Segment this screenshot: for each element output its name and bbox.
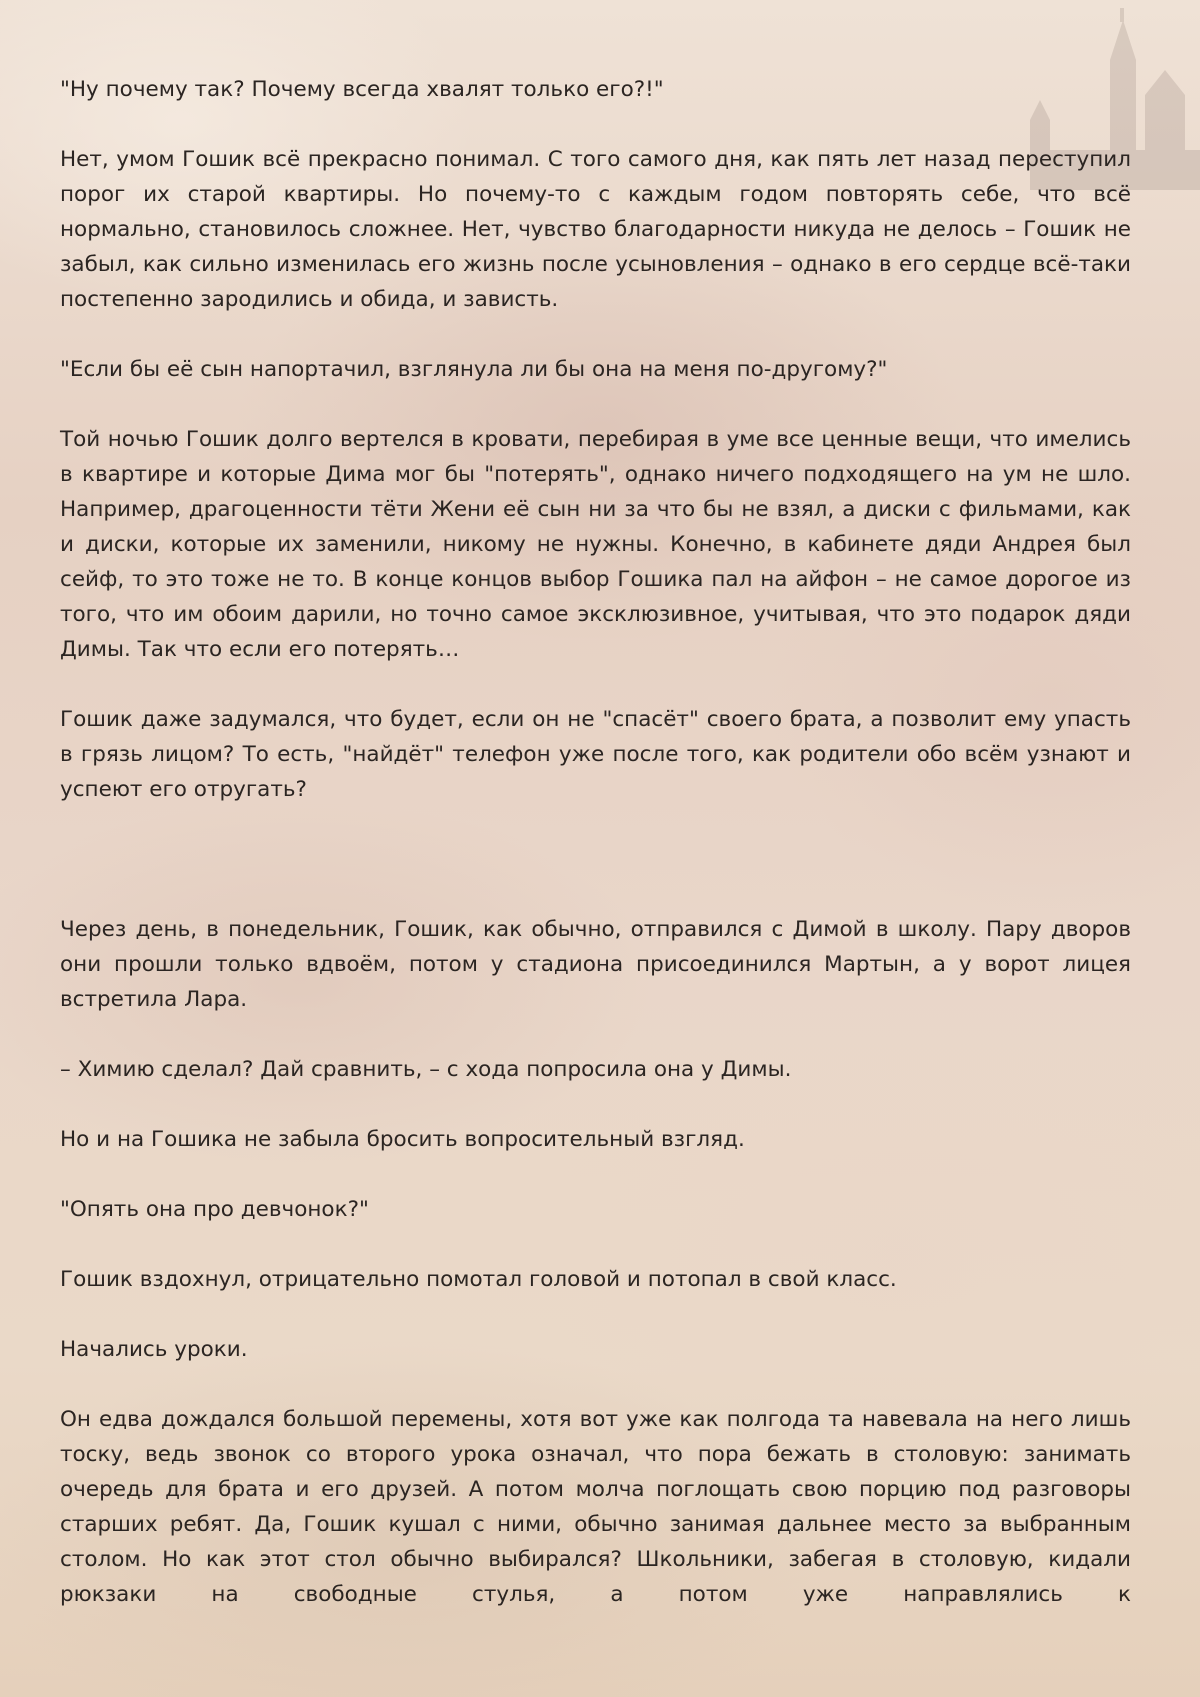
paragraph-monday: Через день, в понедельник, Гошик, как обычно, отправился с Димой в школу. Пару дворов они прошли только вдвоём, потом у стадиона присоединился Мартын, а у ворот лицея встретила Лара. xyxy=(60,917,1131,1012)
paragraph-quote-girls: "Опять она про девчонок?" xyxy=(60,1197,369,1222)
paragraph-quote-mistake: "Если бы её сын напортачил, взглянула ли бы она на меня по-другому?" xyxy=(60,357,888,382)
paragraph-break-time: Он едва дождался большой перемены, хотя вот уже как полгода та навевала на него лишь тоску, ведь звонок со второго урока означал, что пора бежать в столовую: занимать очередь для брата и его друзей. А потом молча поглощать свою порцию под разговоры старших ребят. Да, Гошик кушал с ними, обычно занимая дальнее место за выбранным столом. Но как этот стол обычно выбирался? Школьники, забегая в столовую, кидали рюкзаки на свободные стулья, а потом уже направлялись к xyxy=(60,1407,1131,1607)
paragraph-glance: Но и на Гошика не забыла бросить вопросительный взгляд. xyxy=(60,1127,745,1152)
paragraph-sigh: Гошик вздохнул, отрицательно помотал головой и потопал в свой класс. xyxy=(60,1267,897,1292)
paragraph-lessons: Начались уроки. xyxy=(60,1337,248,1362)
paragraph-wondered: Гошик даже задумался, что будет, если он не "спасёт" своего брата, а позволит ему упасть в грязь лицом? То есть, "найдёт" телефон уже после того, как родители обо всём узнают и успеют его отругать? xyxy=(60,707,1131,802)
story-text xyxy=(60,72,1131,1647)
paragraph-chemistry: – Химию сделал? Дай сравнить, – с хода попросила она у Димы. xyxy=(60,1057,792,1082)
paragraph-night: Той ночью Гошик долго вертелся в кровати, перебирая в уме все ценные вещи, что имелись в квартире и которые Дима мог бы "потерять", однако ничего подходящего на ум не шло. Например, драгоценности тёти Жени её сын ни за что бы не взял, а диски с фильмами, как и диски, которые их заменили, никому не нужны. Конечно, в кабинете дяди Андрея был сейф, то это тоже не то. В конце концов выбор Гошика пал на айфон – не самое дорогое из того, что им обоим дарили, но точно самое эксклюзивное, учитывая, что это подарок дяди Димы. Так что если его потерять… xyxy=(60,427,1131,662)
scene-break xyxy=(60,842,1131,912)
paragraph-understanding: Нет, умом Гошик всё прекрасно понимал. С того самого дня, как пять лет назад переступил порог их старой квартиры. Но почему-то с каждым годом повторять себе, что всё нормально, становилось сложнее. Нет, чувство благодарности никуда не делось – Гошик не забыл, как сильно изменилась его жизнь после усыновления – однако в его сердце всё-таки постепенно зародились и обида, и зависть. xyxy=(60,147,1131,312)
paragraph-quote-praise: "Ну почему так? Почему всегда хвалят только его?!" xyxy=(60,77,664,102)
